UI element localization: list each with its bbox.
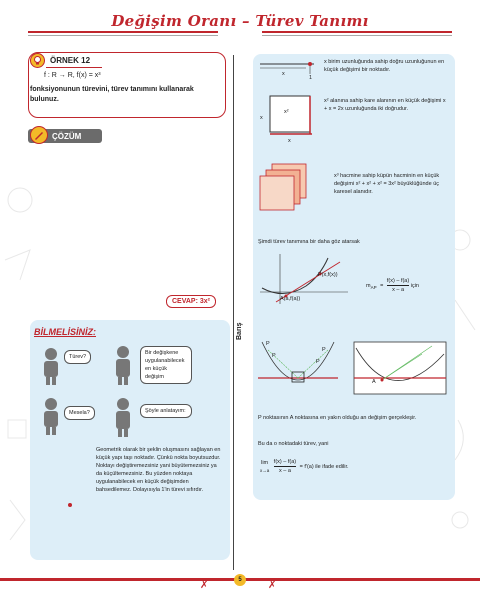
square-area-label: x²	[284, 109, 289, 115]
example-label-rule	[46, 67, 102, 68]
square-side-label: x	[260, 115, 263, 121]
p-label-3: P	[322, 347, 326, 353]
teacher-figure-icon	[110, 344, 136, 386]
approach-text: P noktasının A noktasına en yakın olduğu an değişim gerçekleşir.	[258, 415, 417, 421]
student-figure-icon	[38, 346, 64, 386]
example-label: ÖRNEK 12	[50, 56, 91, 65]
footer-decoration-icon-2: ✗	[268, 580, 277, 591]
lim-sub: x→a	[260, 467, 270, 473]
limit-formula	[260, 458, 349, 475]
approach-graph-left	[258, 338, 338, 394]
slope-formula: $m_{AP}$ = $\frac{f(x) - f(a)}{x - a}$ için	[366, 278, 419, 293]
lightbulb-icon	[30, 53, 45, 68]
square-text: x² alanına sahip kare alanının en küçük değişimi x + x = 2x uzunluğunda iki doğrudur.	[324, 98, 446, 112]
info-title: BİLMELİSİNİZ:	[34, 327, 96, 337]
segment-one-label: 1	[309, 75, 313, 81]
header-rule-left	[28, 31, 218, 33]
header-rule-right	[262, 31, 452, 33]
slope-suffix: için	[410, 282, 419, 289]
lim-denominator: x – a	[278, 468, 291, 474]
point-a-label: A(a,f(a))	[280, 296, 301, 302]
footer-decoration-icon: ✗	[200, 580, 209, 591]
secant-graph	[258, 252, 350, 308]
question-bubble-2: Mesela?	[64, 406, 95, 420]
slope-denominator: x – a	[392, 287, 405, 293]
answer-badge: CEVAP: 3x²	[166, 295, 216, 308]
answer-bubble-1: Bir değişkene uygulanabilecek en küçük değişim	[140, 346, 192, 384]
header-rule-left-thin	[28, 35, 218, 36]
teacher-figure-icon-2	[110, 396, 136, 438]
page-title: Değişim Oranı – Türev Tanımı	[111, 12, 369, 30]
cube-diagram	[258, 160, 314, 216]
example-function: f : R → R, f(x) = x³	[44, 72, 101, 79]
segment-text: x birim uzunluğunda sahip doğru uzunluğunun en küçük değişimi bir noktadır.	[324, 59, 445, 73]
point-p-label: P(x,f(x))	[318, 272, 338, 278]
a-label: A	[372, 379, 376, 385]
example-question: fonksiyonunun türevini, türev tanımını kullanarak bulunuz.	[30, 86, 194, 103]
segment-x-label: x	[282, 71, 285, 77]
derivative-intro: Şimdi türev tanımına bir daha göz atarsak	[258, 239, 360, 245]
derivative-line: Bu da o noktadaki türev, yani	[258, 441, 329, 447]
question-bubble-1: Türev?	[64, 350, 91, 364]
square-diagram	[266, 92, 316, 140]
p-label-2: P	[272, 353, 276, 359]
header-rule-right-thin	[262, 35, 452, 36]
column-divider	[233, 55, 234, 570]
cube-text: x³ hacmine sahip küpün hacminin en küçük değişimi x² + x² + x² = 3x² büyüklüğünde üç karesel alanıdır.	[334, 173, 440, 195]
lim-result: = f′(a) ile ifade edilir.	[299, 463, 349, 470]
info-body: Geometrik olarak bir şeklin oluşmasını sağlayan en küçük yapı taşı noktadır. Çünkü nokta boyutsuzdur. Noktayı değiştiremezsiniz yani büyütemezsiniz ya da küçültemezsiniz. Bu yüzden noktaya uygulanabilecek en küçük değişimden bahsedilemez. Dolayısıyla 1'in türevi sıfırdır.	[96, 447, 221, 493]
red-dot-icon	[68, 503, 72, 507]
page-number: 5	[234, 574, 246, 586]
approach-graph-right	[352, 340, 448, 396]
slope-m: m	[366, 282, 371, 289]
p-label-1: P	[266, 341, 270, 347]
solution-label: ÇÖZÜM	[52, 132, 82, 141]
slope-numerator: f(x) – f(a)	[386, 278, 410, 284]
square-bottom-label: x	[288, 138, 291, 144]
student-figure-icon-2	[38, 396, 64, 436]
lim-numerator: f(x) – f(a)	[273, 459, 297, 465]
vertical-author-label: Barış	[236, 322, 243, 340]
pencil-icon	[30, 126, 48, 144]
p-label-4: P	[316, 359, 320, 365]
lim-label: lim	[261, 459, 269, 466]
answer-bubble-2: Şöyle anlatayım:	[140, 404, 192, 418]
slope-sub: AP	[370, 285, 377, 291]
